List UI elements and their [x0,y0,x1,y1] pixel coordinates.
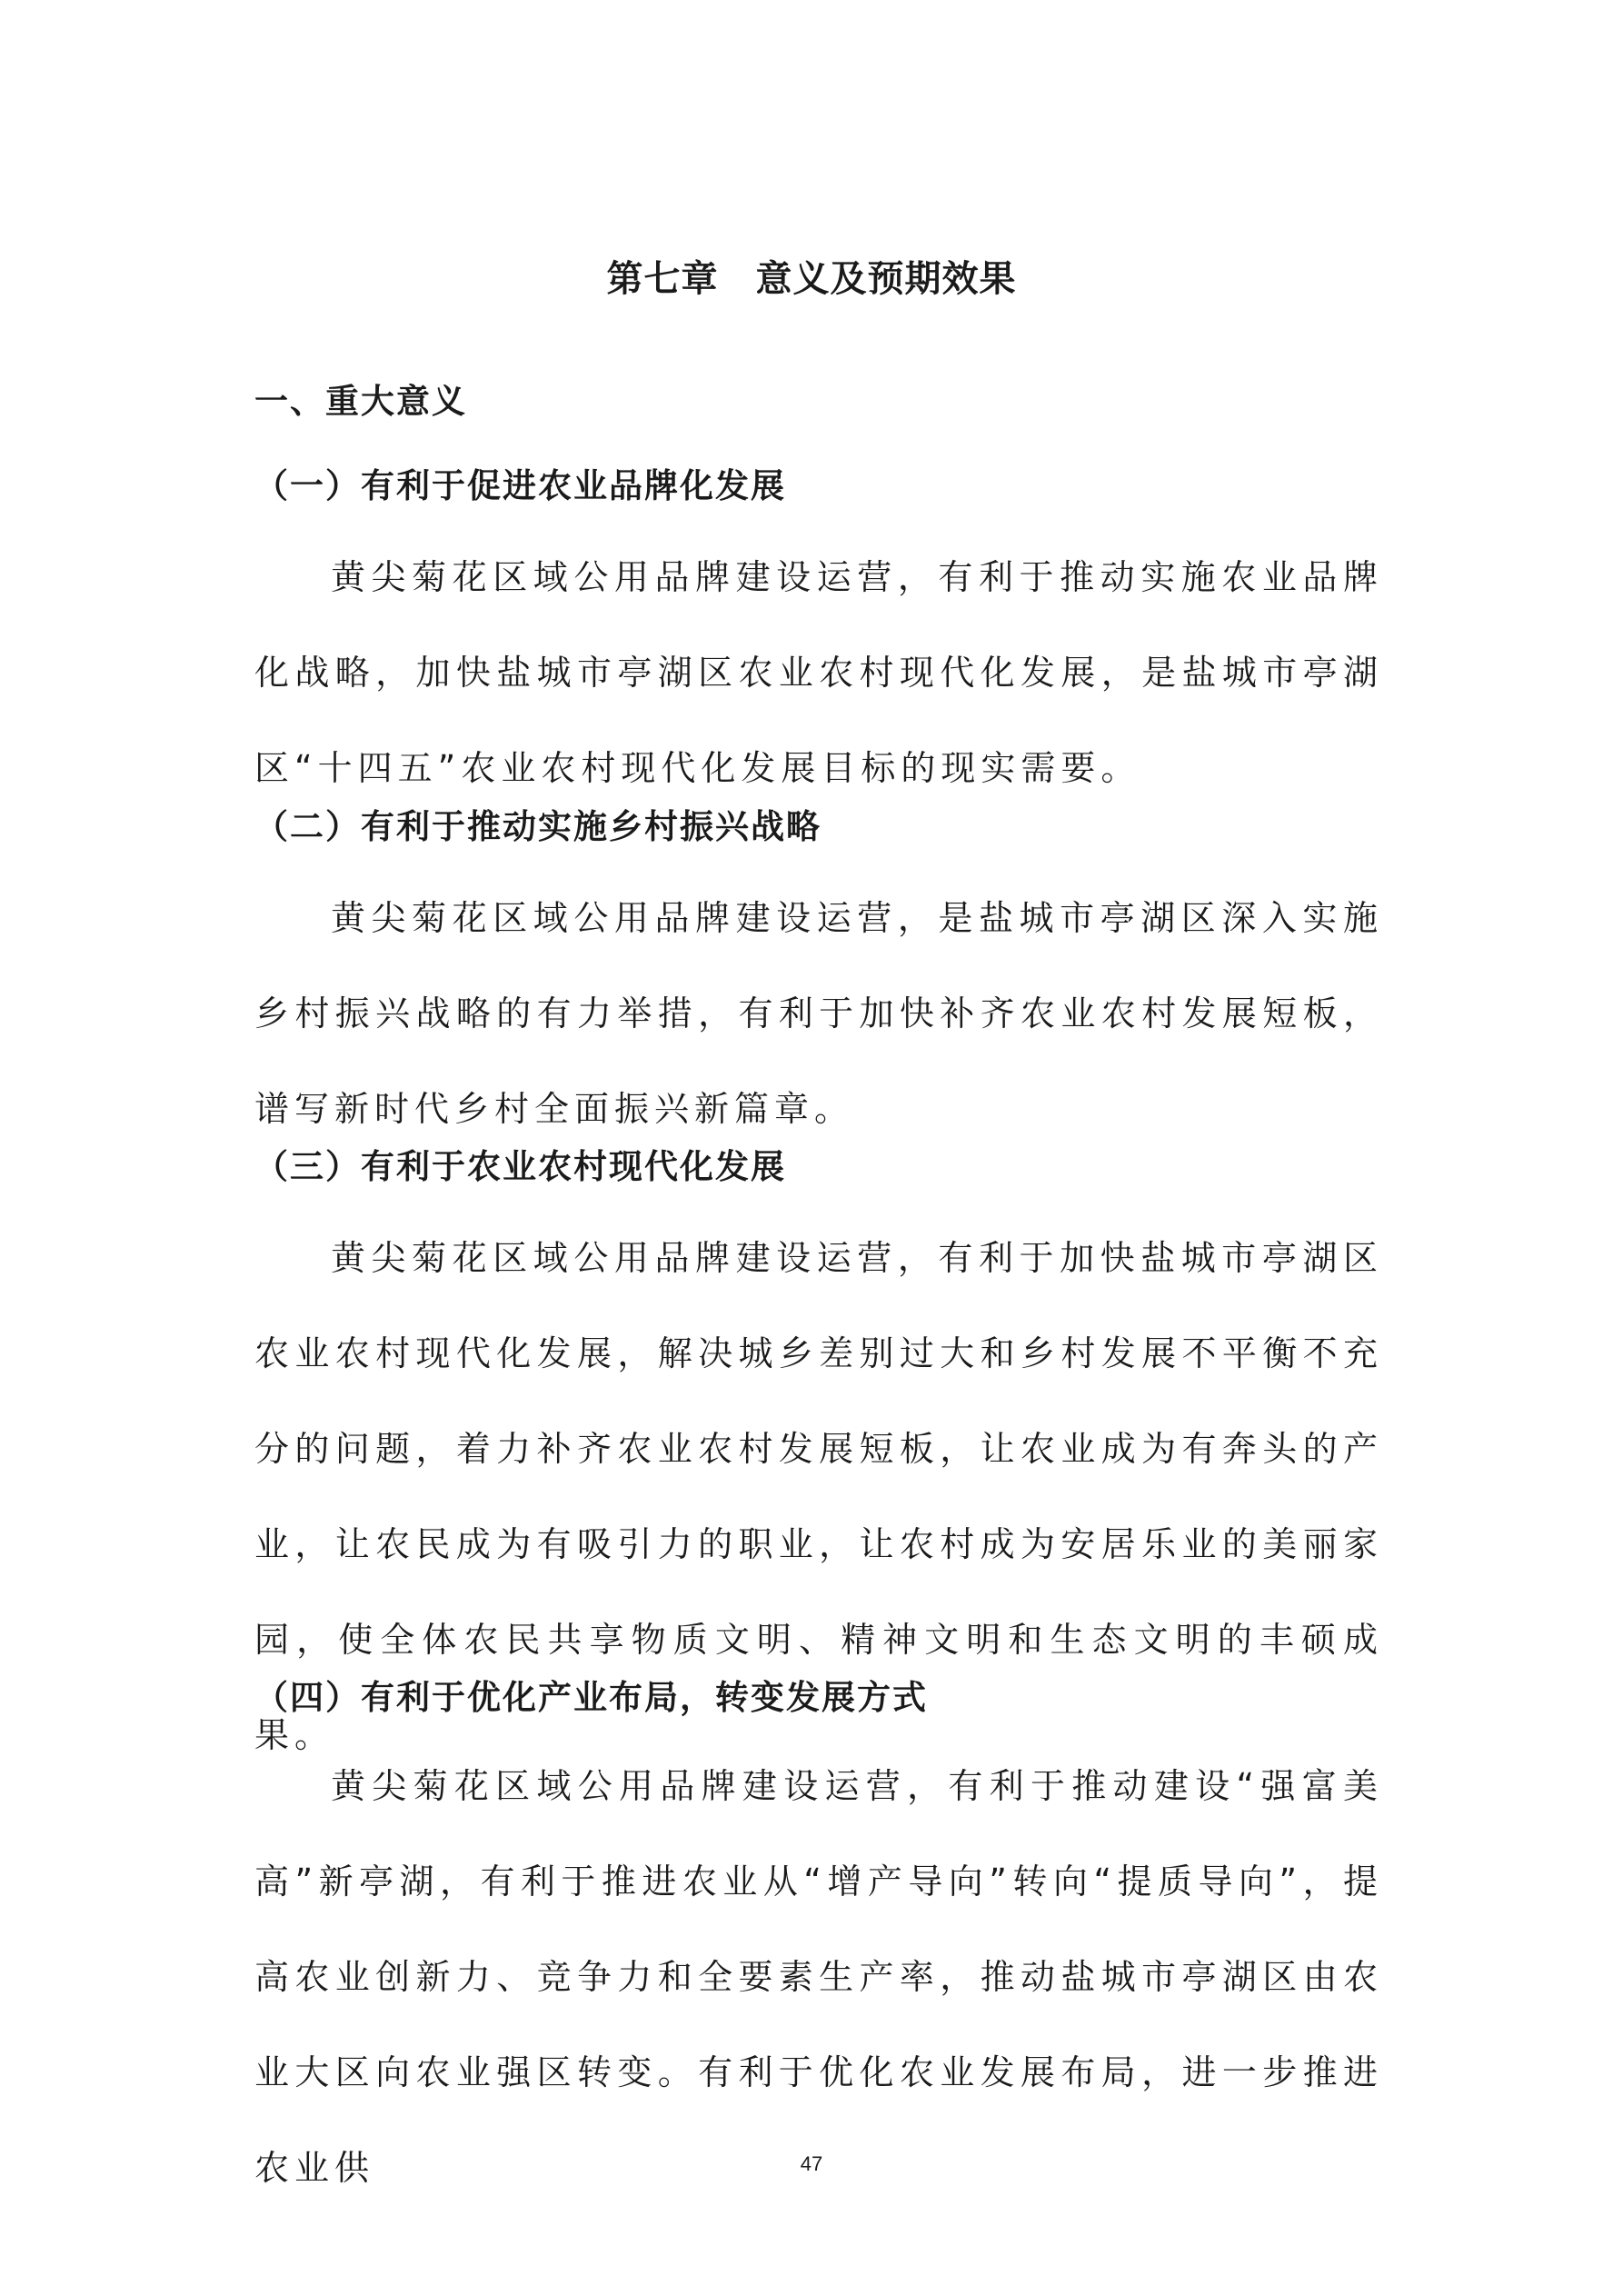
paragraph-3: 黄尖菊花区域公用品牌建设运营，有利于加快盐城市亭湖区农业农村现代化发展，解决城乡差别过大和乡村发展不平衡不充分的问题，着力补齐农业农村发展短板，让农业成为有奔头的产业，让农民成为有吸引力的职业，让农村成为安居乐业的美丽家园，使全体农民共享物质文明、精神文明和生态文明的丰硕成果。 [254,1238,1383,1755]
section-heading: 一、重大意义 [254,382,467,421]
paragraph-1: 黄尖菊花区域公用品牌建设运营，有利于推动实施农业品牌化战略，加快盐城市亭湖区农业农村现代化发展，是盐城市亭湖区“十四五”农业农村现代化发展目标的现实需要。 [254,557,1383,788]
paragraph-4: 黄尖菊花区域公用品牌建设运营，有利于推动建设“强富美高”新亭湖，有利于推进农业从“增产导向”转向“提质导向”，提高农业创新力、竞争力和全要素生产率，推动盐城市亭湖区由农业大区向农业强区转变。有利于优化农业发展布局，进一步推进农业供 [254,1766,1383,2188]
subsection-heading-2: （二）有利于推动实施乡村振兴战略 [254,807,821,846]
page-number: 47 [800,2152,823,2175]
chapter-title: 第七章 意义及预期效果 [606,258,1017,300]
paragraph-2: 黄尖菊花区域公用品牌建设运营，是盐城市亭湖区深入实施乡村振兴战略的有力举措，有利于加快补齐农业农村发展短板，谱写新时代乡村全面振兴新篇章。 [254,898,1383,1129]
subsection-heading-3: （三）有利于农业农村现代化发展 [254,1147,786,1186]
subsection-heading-4: （四）有利于优化产业布局，转变发展方式 [254,1678,928,1717]
subsection-heading-1: （一）有利于促进农业品牌化发展 [254,466,786,505]
